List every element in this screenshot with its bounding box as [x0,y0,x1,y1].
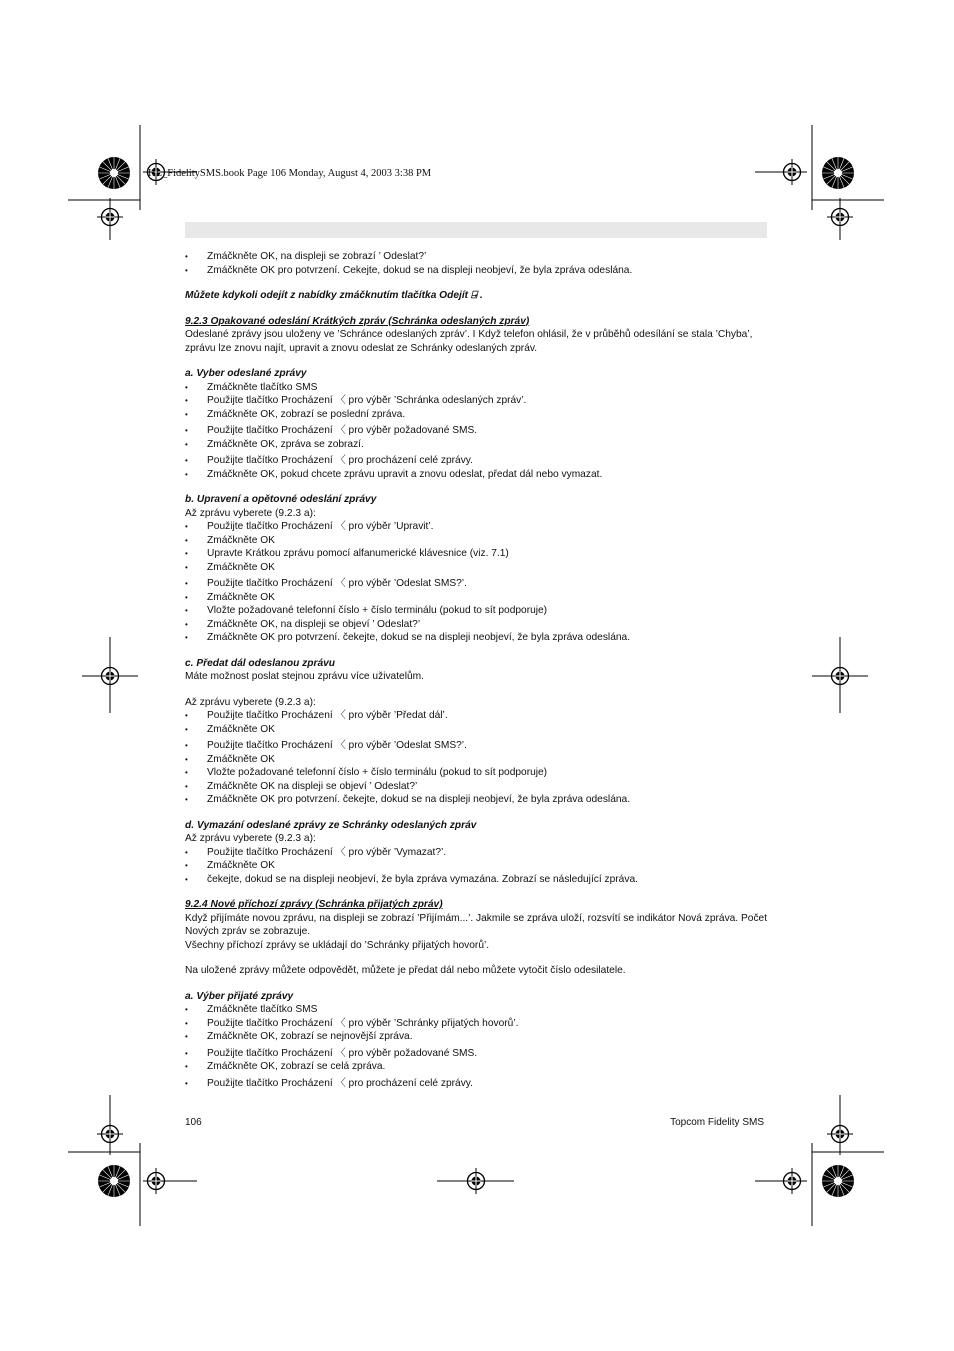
paragraph: Až zprávu vyberete (9.2.3 a): [185,696,316,708]
list-item: • Zmáčkněte OK, zobrazí se celá zpráva. [185,1060,770,1074]
list-item: • Zmáčkněte tlačítko SMS [185,1003,770,1017]
list-item: • Vložte požadované telefonní číslo + číslo terminálu (pokud to sít podporuje) [185,604,770,618]
slug-line: HL_FidelitySMS.book Page 106 Monday, August 4, 2003 3:38 PM [148,168,432,179]
section-heading: a. Vyber odeslané zprávy [185,368,307,379]
registration-mark-icon [97,1121,123,1147]
registration-mark-icon [97,204,123,230]
star-target-icon [822,157,854,189]
paragraph: Až zprávu vyberete (9.2.3 a): [185,833,316,844]
page-number: 106 [185,1117,202,1128]
spacer [185,952,770,964]
list-item: • Zmáčkněte OK [185,723,770,737]
list-item: • Zmáčkněte OK pro potvrzení. Cekejte, dokud se na displeji neobjeví, že byla zpráva odeslána. [185,264,770,278]
list-item: • Použijte tlačítko Procházení 〈 pro výběr ’Schránky přijatých hovorů’. [185,1017,770,1031]
list-item: • Použijte tlačítko Procházení 〈 pro výběr ’Odeslat SMS?’. [185,577,770,591]
paragraph: Na uložené zprávy můžete odpovědět, můžete je předat dál nebo můžete vytočit číslo odesilatele. [185,965,626,976]
section-heading: 9.2.4 Nové příchozí zprávy (Schránka přijatých zpráv) [185,899,443,910]
registration-mark-icon [827,204,853,230]
registration-mark-icon [143,1168,169,1194]
page-body [185,250,770,1090]
list-item: • Zmáčkněte OK [185,534,770,548]
paragraph: Máte možnost poslat stejnou zprávu více uživatelům. [185,671,424,682]
list-item: • Zmáčkněte OK na displeji se objeví ’ Odeslat?’ [185,780,770,794]
list-item: • Zmáčkněte OK, zpráva se zobrazí. [185,438,770,452]
registration-mark-icon [97,663,123,689]
paragraph: Všechny příchozí zprávy se ukládají do ’Schránky přijatých hovorů’. [185,939,490,951]
registration-mark-icon [779,1168,805,1194]
star-target-icon [98,157,130,189]
registration-mark-icon [827,663,853,689]
list-item: • Zmáčkněte OK [185,561,770,575]
list-item: • Zmáčkněte OK [185,753,770,767]
spacer [185,481,770,493]
list-item: • Použijte tlačítko Procházení 〈 pro výběr požadované SMS. [185,424,770,438]
registration-mark-icon [779,159,805,185]
spacer [185,978,770,990]
section-heading: 9.2.3 Opakované odeslání Krátkých zpráv (Schránka odeslaných zpráv) [185,315,530,327]
spacer [185,303,770,315]
paragraph: Když přijímáte novou zprávu, na displeji se zobrazí ’Přijímám...’. Jakmile se zpráva uloží, rozsvítí se indikátor Nová zpráva. Počet Nových zpráv se zobrazuje. [185,912,768,937]
list-item: • Použijte tlačítko Procházení 〈 pro procházení celé zprávy. [185,1077,770,1091]
list-item: • Použijte tlačítko Procházení 〈 pro výběr ’Odeslat SMS?’. [185,739,770,753]
list-item: • Zmáčkněte OK pro potvrzení. čekejte, dokud se na displeji neobjeví, že byla zpráva odeslána. [185,631,770,645]
section-heading: a. Výber přijaté zprávy [185,990,294,1002]
section-heading: b. Upravení a opětovné odeslání zprávy [185,494,377,505]
registration-mark-icon [827,1121,853,1147]
list-item: • Upravte Krátkou zprávu pomocí alfanumerické klávesnice (viz. 7.1) [185,547,770,561]
list-item: • Zmáčkněte OK, na displeji se objeví ’ Odeslat?’ [185,618,770,632]
section-heading: d. Vymazání odeslané zprávy ze Schránky odeslaných zpráv [185,819,477,831]
spacer [185,277,770,289]
list-item: • Použijte tlačítko Procházení 〈 pro procházení celé zprávy. [185,454,770,468]
spacer [185,684,770,696]
spacer [185,807,770,819]
star-target-icon [98,1165,130,1197]
list-item: • Zmáčkněte OK, na displeji se zobrazí ’ Odeslat?’ [185,250,770,264]
paragraph: Až zprávu vyberete (9.2.3 a): [185,507,316,519]
list-item: • Použijte tlačítko Procházení 〈 pro výběr ’Vymazat?’. [185,846,770,860]
list-item: • Zmáčkněte tlačítko SMS [185,381,770,395]
list-item: • Zmáčkněte OK [185,859,770,873]
list-item: • čekejte, dokud se na displeji neobjeví, že byla zpráva vymazána. Zobrazí se následující zpráva. [185,873,770,887]
star-target-icon [822,1165,854,1197]
list-item: • Použijte tlačítko Procházení 〈 pro výběr ’Schránka odeslaných zpráv’. [185,394,770,408]
spacer [185,355,770,367]
spacer [185,645,770,657]
list-item: • Vložte požadované telefonní číslo + číslo terminálu (pokud to sít podporuje) [185,766,770,780]
header-bar [185,222,767,238]
spacer [185,886,770,898]
footer-product: Topcom Fidelity SMS [670,1117,764,1128]
list-item: • Zmáčkněte OK pro potvrzení. čekejte, dokud se na displeji neobjeví, že byla zpráva odeslána. [185,793,770,807]
list-item: • Zmáčkněte OK, zobrazí se nejnovější zpráva. [185,1030,770,1044]
list-item: • Zmáčkněte OK, pokud chcete zprávu upravit a znovu odeslat, předat dál nebo vymazat. [185,468,770,482]
list-item: • Zmáčkněte OK [185,591,770,605]
note-text: Můžete kdykoli odejít z nabídky zmáčknutím tlačítka Odejít ⍈ . [185,290,483,301]
list-item: • Zmáčkněte OK, zobrazí se poslední zpráva. [185,408,770,422]
list-item: • Použijte tlačítko Procházení 〈 pro výběr ’Předat dál’. [185,709,770,723]
section-heading: c. Předat dál odeslanou zprávu [185,657,336,669]
registration-mark-icon [463,1168,489,1194]
list-item: • Použijte tlačítko Procházení 〈 pro výběr ’Upravit’. [185,520,770,534]
list-item: • Použijte tlačítko Procházení 〈 pro výběr požadované SMS. [185,1047,770,1061]
paragraph: Odeslané zprávy jsou uloženy ve ’Schránce odeslaných zpráv’. I Když telefon ohlásil, že v průběhů odesílání se stala ’Chyba’, zprávu lze znovu najít, upravit a znovu odeslat ze Schránky odeslaných zpráv. [185,329,753,354]
